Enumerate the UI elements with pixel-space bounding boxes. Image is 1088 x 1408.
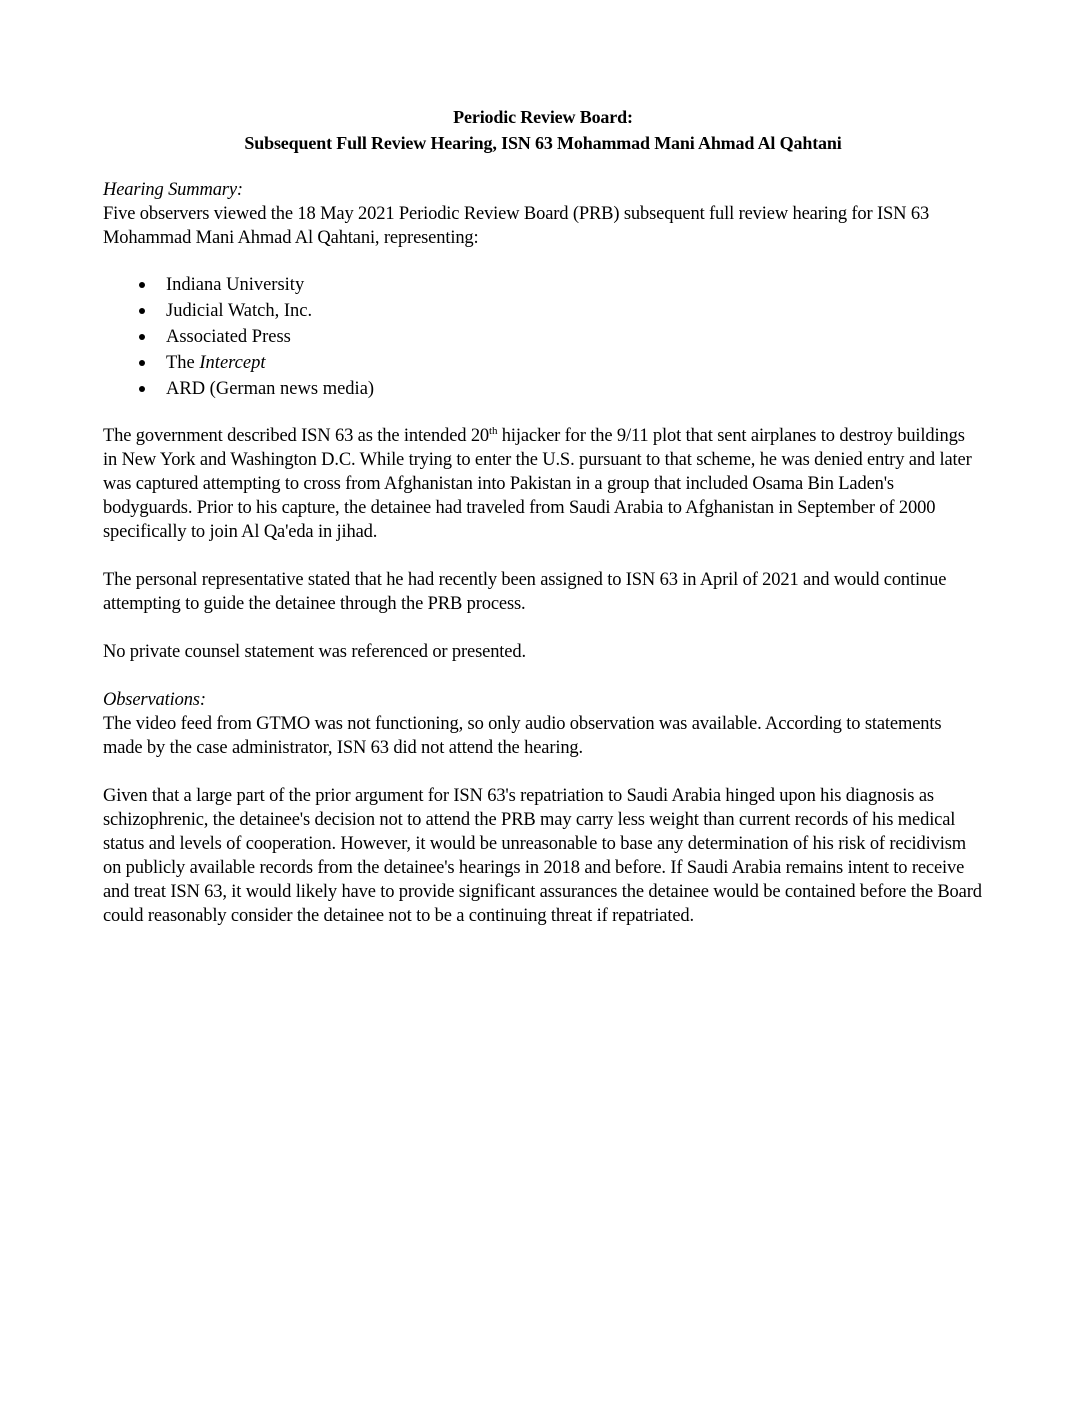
title-line-2: Subsequent Full Review Hearing, ISN 63 Mohammad Mani Ahmad Al Qahtani: [244, 133, 842, 153]
paragraph-text: hijacker for the 9/11 plot that sent airplanes to destroy buildings in New York and Washington D.C. While trying to enter the U.S. pursuant to that scheme, he was denied entry and later was captured attempting to cross from Afghanistan into Pakistan in a group that included Osama Bin Laden's bodyguards. Prior to his capture, the detainee had traveled from Saudi Arabia to Afghanistan in September of 2000 specifically to join Al Qa'eda in jihad.: [103, 426, 972, 542]
observer-item: [103, 350, 983, 376]
observer-name: Indiana University: [166, 275, 305, 295]
observer-name-italic: Intercept: [199, 353, 266, 373]
hearing-summary-heading: Hearing Summary:: [103, 180, 243, 200]
observers-list: [103, 272, 983, 402]
observations-heading: Observations:: [103, 690, 206, 710]
ordinal-suffix: th: [489, 424, 498, 437]
document-title: [103, 104, 983, 156]
bullet-icon: [139, 282, 145, 288]
observations-paragraph-2: Given that a large part of the prior argument for ISN 63's repatriation to Saudi Arabia hinged upon his diagnosis as schizophrenic, the detainee's decision not to attend the PRB may carry less weight than current records of his medical status and levels of cooperation. However, it would be unreasonable to base any determination of his risk of recidivism on publicly available records from the detainee's hearings in 2018 and before. If Saudi Arabia remains intent to receive and treat ISN 63, it would likely have to provide significant assurances the detainee would be contained before the Board could reasonably consider the detainee not to be a continuing threat if repatriated.: [103, 786, 982, 926]
hearing-summary-intro: Five observers viewed the 18 May 2021 Periodic Review Board (PRB) subsequent full review hearing for ISN 63 Mohammad Mani Ahmad Al Qahtani, representing:: [103, 204, 930, 248]
observer-item: [103, 298, 983, 324]
personal-representative-paragraph: The personal representative stated that he had recently been assigned to ISN 63 in April of 2021 and would continue attempting to guide the detainee through the PRB process.: [103, 570, 947, 614]
observer-item: [103, 376, 983, 402]
bullet-icon: [139, 386, 145, 392]
observations-paragraph-1: The video feed from GTMO was not functioning, so only audio observation was available. According to statements made by the case administrator, ISN 63 did not attend the hearing.: [103, 714, 942, 758]
paragraph-text: The government described ISN 63 as the intended 20: [103, 426, 490, 446]
observer-name: ARD (German news media): [166, 379, 375, 399]
bullet-icon: [139, 360, 145, 366]
hearing-summary-section: [103, 178, 983, 664]
document-page: [103, 104, 983, 928]
government-description-paragraph: [103, 424, 983, 544]
observer-item: [103, 272, 983, 298]
observer-name: Associated Press: [166, 327, 291, 347]
bullet-icon: [139, 308, 145, 314]
observer-name: Judicial Watch, Inc.: [166, 301, 313, 321]
observer-item: [103, 324, 983, 350]
title-line-1: Periodic Review Board:: [453, 107, 633, 127]
observations-section: [103, 688, 983, 928]
bullet-icon: [139, 334, 145, 340]
private-counsel-paragraph: No private counsel statement was referenced or presented.: [103, 642, 526, 662]
observer-name-prefix: The: [166, 353, 200, 373]
